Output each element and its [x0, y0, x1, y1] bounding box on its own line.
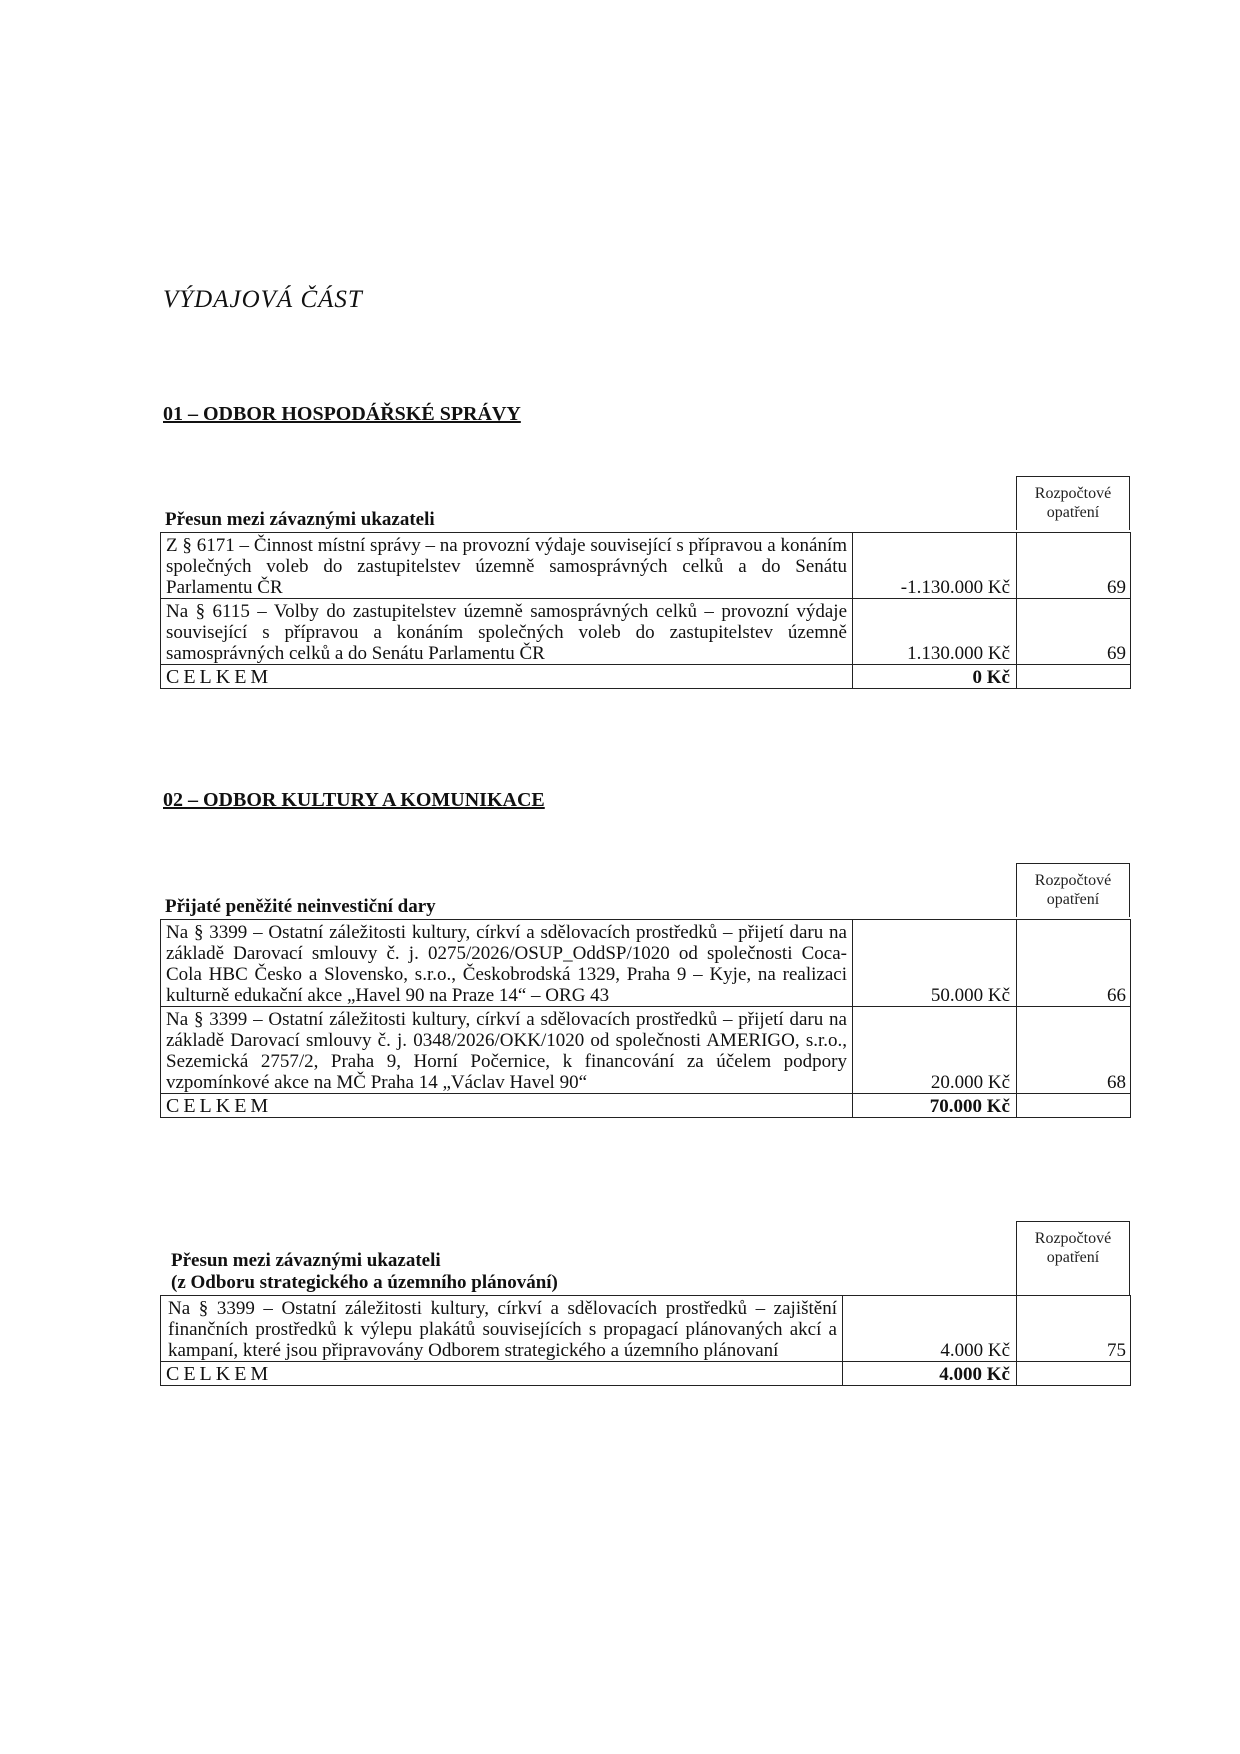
- section-title: Přesun mezi závaznými ukazateli: [165, 509, 435, 530]
- row-description: Na § 3399 – Ostatní záležitosti kultury, církví a sdělovacích prostředků – zajištění finančních prostředků k výlepu plakátů souvisejících s propagací plánovaných akcí a kampaní, které jsou připravovány Odborem strategického a územního plánovaní: [161, 1296, 843, 1362]
- row-budget-measure: 69: [1017, 599, 1131, 665]
- table-row: [161, 1007, 1131, 1094]
- row-amount: 4.000 Kč: [843, 1296, 1017, 1362]
- total-row: [161, 665, 1131, 689]
- row-amount: 50.000 Kč: [853, 920, 1017, 1007]
- total-label: CELKEM: [161, 1362, 843, 1386]
- table-row: [161, 920, 1131, 1007]
- budget-measure-header: Rozpočtové opatření: [1016, 476, 1130, 530]
- table-row: [161, 533, 1131, 599]
- row-description: Z § 6171 – Činnost místní správy – na provozní výdaje související s přípravou a konáním společných voleb do zastupitelstev územně samosprávných celků a do Senátu Parlamentu ČR: [161, 533, 853, 599]
- table-row: [161, 599, 1131, 665]
- total-label: CELKEM: [161, 665, 853, 689]
- budget-measure-header: Rozpočtové opatření: [1016, 863, 1130, 917]
- section-header: [160, 476, 1130, 532]
- row-amount: 20.000 Kč: [853, 1007, 1017, 1094]
- row-budget-measure: 75: [1017, 1296, 1131, 1362]
- budget-table: [160, 919, 1131, 1118]
- row-budget-measure: 68: [1017, 1007, 1131, 1094]
- total-amount: 4.000 Kč: [843, 1362, 1017, 1386]
- total-budget-measure: [1017, 665, 1131, 689]
- section-transfer-kk: [160, 1221, 1130, 1386]
- budget-table: [160, 532, 1131, 689]
- table-row: [161, 1296, 1131, 1362]
- row-amount: -1.130.000 Kč: [853, 533, 1017, 599]
- total-budget-measure: [1017, 1362, 1131, 1386]
- total-budget-measure: [1017, 1094, 1131, 1118]
- row-description: Na § 3399 – Ostatní záležitosti kultury, církví a sdělovacích prostředků – přijetí daru na základě Darovací smlouvy č. j. 0348/2026/OKK/1020 od společnosti AMERIGO, s.r.o., Sezemická 2757/2, Praha 9, Horní Počernice, k financování za účelem podpory vzpomínkové akce na MČ Praha 14 „Václav Havel 90“: [161, 1007, 853, 1094]
- row-amount: 1.130.000 Kč: [853, 599, 1017, 665]
- total-amount: 70.000 Kč: [853, 1094, 1017, 1118]
- section-title: Přijaté peněžité neinvestiční dary: [165, 896, 436, 917]
- total-amount: 0 Kč: [853, 665, 1017, 689]
- department-heading-01: 01 – ODBOR HOSPODÁŘSKÉ SPRÁVY: [163, 403, 521, 425]
- budget-measure-header: Rozpočtové opatření: [1016, 1221, 1130, 1295]
- row-description: Na § 3399 – Ostatní záležitosti kultury, církví a sdělovacích prostředků – přijetí daru na základě Darovací smlouvy č. j. 0275/2026/OSUP_OddSP/1020 od společnosti Coca-Cola HBC Česko a Slovensko, s.r.o., Českobrodská 1329, Praha 9 – Kyje, na realizaci kulturně edukační akce „Havel 90 na Praze 14“ – ORG 43: [161, 920, 853, 1007]
- row-budget-measure: 69: [1017, 533, 1131, 599]
- section-subtitle: (z Odboru strategického a územního plánování): [171, 1272, 558, 1293]
- total-label: CELKEM: [161, 1094, 853, 1118]
- section-transfer-hs: [160, 476, 1130, 689]
- row-budget-measure: 66: [1017, 920, 1131, 1007]
- section-gifts: [160, 863, 1130, 1118]
- section-header: [160, 1221, 1130, 1295]
- section-title: [171, 1250, 558, 1294]
- total-row: [161, 1362, 1131, 1386]
- department-heading-02: 02 – ODBOR KULTURY A KOMUNIKACE: [163, 789, 545, 811]
- total-row: [161, 1094, 1131, 1118]
- page-title: VÝDAJOVÁ ČÁST: [163, 286, 363, 313]
- section-header: [160, 863, 1130, 919]
- budget-table: [160, 1295, 1131, 1386]
- section-title-line: Přesun mezi závaznými ukazateli: [171, 1250, 441, 1271]
- row-description: Na § 6115 – Volby do zastupitelstev územně samosprávných celků – provozní výdaje související s přípravou a konáním společných voleb do zastupitelstev územně samosprávných celků a do Senátu Parlamentu ČR: [161, 599, 853, 665]
